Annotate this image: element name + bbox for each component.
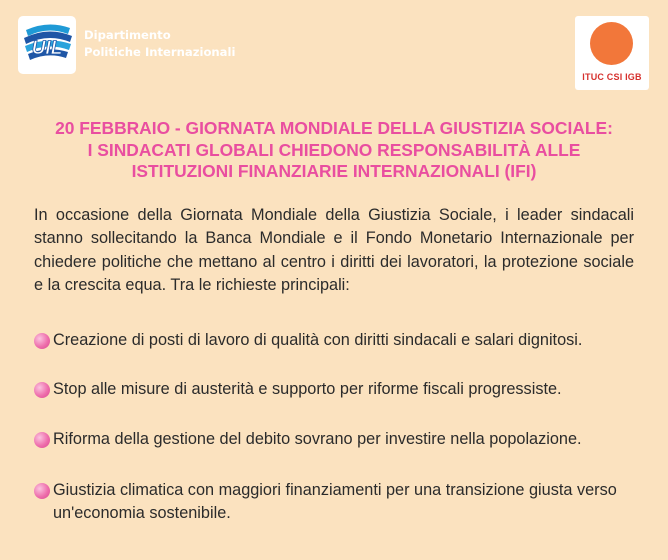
intro-paragraph: In occasione della Giornata Mondiale della Giustizia Sociale, i leader sindacali stanno sollecitando la Banca Mondiale e il Fondo Monetario Internazionale per chiedere politiche che mettano al centro i diritti dei lavoratori, la protezione sociale e la crescita equa. Tra le richieste principali:: [34, 206, 634, 295]
department-line2: Politiche Internazionali: [84, 45, 236, 59]
uil-logo-icon: [18, 16, 76, 74]
pink-bullet-icon: [34, 333, 50, 349]
list-item: [34, 428, 644, 451]
ituc-logo: [575, 16, 649, 90]
list-item: [34, 479, 644, 526]
list-item: [34, 378, 644, 401]
department-label: [84, 27, 235, 61]
list-item-text: Creazione di posti di lavoro di qualità con diritti sindacali e salari dignitosi.: [53, 331, 583, 349]
page-title: [0, 118, 668, 183]
department-line1: Dipartimento: [84, 28, 171, 42]
ituc-logo-text: ITUC CSI IGB: [582, 72, 642, 82]
list-item: [34, 329, 644, 352]
list-item-text: Riforma della gestione del debito sovrano per investire nella popolazione.: [53, 430, 582, 448]
pink-bullet-icon: [34, 382, 50, 398]
list-item-text: Giustizia climatica con maggiori finanziamenti per una transizione giusta verso un'economia sostenibile.: [53, 481, 617, 523]
pink-bullet-icon: [34, 483, 50, 499]
ituc-circle-icon: [590, 22, 633, 65]
uil-logo-text: UIL: [31, 38, 63, 59]
uil-logo: [18, 16, 76, 74]
pink-bullet-icon: [34, 432, 50, 448]
title-line1: 20 FEBBRAIO - GIORNATA MONDIALE DELLA GIUSTIZIA SOCIALE:: [55, 118, 613, 138]
title-line2: I SINDACATI GLOBALI CHIEDONO RESPONSABILITÀ ALLE: [87, 139, 581, 160]
header: [0, 0, 668, 100]
title-line3: ISTITUZIONI FINANZIARIE INTERNAZIONALI (IFI): [131, 161, 537, 181]
list-item-text: Stop alle misure di austerità e supporto per riforme fiscali progressiste.: [53, 380, 562, 398]
